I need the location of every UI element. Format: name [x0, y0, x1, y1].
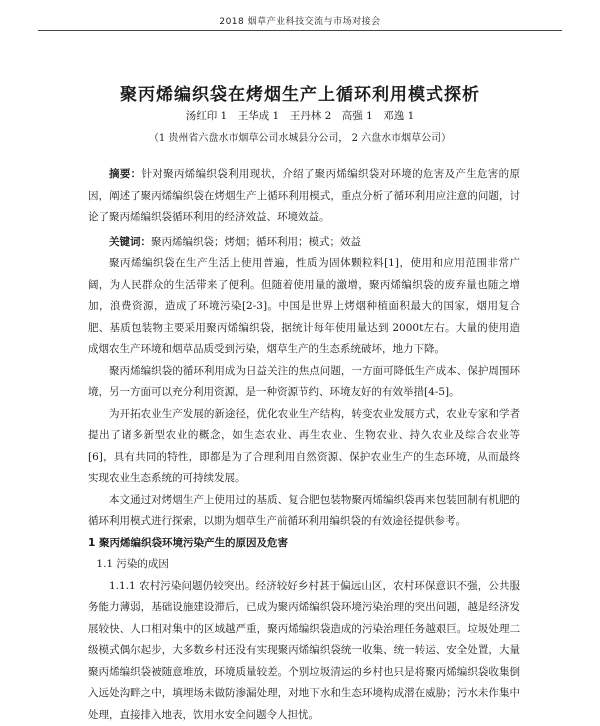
abstract — [88, 164, 520, 229]
section-1-1-1-paragraph: 1.1.1 农村污染问题仍较突出。经济较好乡村甚于偏远山区，农村环保意识不强，公共服务能力薄弱，基础设施建设滞后，已成为聚丙烯编织袋环境污染治理的突出问题，越是经济发展较快、人口相对集中的区域越严重，聚丙烯编织袋造成的污染治理任务越艰巨。垃圾处理二级模式偶尔起步，大多数乡村还没有实现聚丙烯编织袋统一收集、统一转运、安全处置，大量聚丙烯编织袋被随意堆放，环境质量较差。个别垃圾清运的乡村也只是将聚丙烯编织袋收集倒入远处沟畔之中，填埋场未做防渗漏处理，对地下水和生态环境构成潜在威胁；污水未作集中处理，直接排入地表，饮用水安全问题令人担忧。 — [88, 576, 520, 726]
abstract-text: 针对聚丙烯编织袋利用现状，介绍了聚丙烯编织袋对环境的危害及产生危害的原因，阐述了聚丙烯编织袋在烤烟生产上循环利用模式，重点分析了循环利用应注意的问题，讨论了聚丙烯编织袋循环利用的经济效益、环境效益。 — [88, 168, 520, 223]
intro-paragraph-2: 聚丙烯编织袋的循环利用成为日益关注的焦点问题，一方面可降低生产成本、保护周围环境，另一方面可以充分利用资源，是一种资源节约、环境友好的有效举措[4-5]。 — [88, 361, 520, 404]
running-header: 2018 烟草产业科技交流与市场对接会 — [0, 14, 600, 27]
intro-paragraph-4: 本文通过对烤烟生产上使用过的基质、复合肥包装物聚丙烯编织袋再来包装回制有机肥的循环利用模式进行探索，以期为烟草生产前循环利用编织袋的有效途径提供参考。 — [88, 490, 520, 533]
section-1-1-heading: 1.1 污染的成因 — [88, 554, 520, 576]
abstract-label: 摘要： — [109, 168, 141, 180]
intro-paragraph-1: 聚丙烯编织袋在生产生活上使用普遍，性质为固体颗粒料[1]，使用和应用范围非常广阔，为人民群众的生活带来了便利。但随着使用量的激增，聚丙烯编织袋的废弃量也随之增加，浪费资源，造成了环境污染[2-3]。中国是世界上烤烟种植面积最大的国家，烟用复合肥、基质包装物主要采用聚丙烯编织袋，据统计每年使用量达到 2000t左右。大量的使用造成烟农生产环境和烟草品质受到污染，烟草生产的生态系统破坏，地力下降。 — [88, 253, 520, 361]
section-1-heading: 1 聚丙烯编织袋环境污染产生的原因及危害 — [88, 533, 520, 555]
intro-paragraph-3: 为开拓农业生产发展的新途径，优化农业生产结构，转变农业发展方式，农业专家和学者提出了诸多新型农业的概念，如生态农业、再生农业、生物农业、持久农业及综合农业等[6]，具有共同的特性，即都是为了合理利用自然资源、保护农业生产的生态环境，从而最终实现农业生态系统的可持续发展。 — [88, 404, 520, 490]
keywords-text: 聚丙烯编织袋；烤烟；循环利用；模式；效益 — [151, 236, 361, 248]
keywords — [88, 232, 520, 254]
keywords-label: 关键词： — [109, 236, 151, 248]
paper-title: 聚丙烯编织袋在烤烟生产上循环利用模式探析 — [0, 80, 600, 105]
affiliation: （1 贵州省六盘水市烟草公司水城县分公司， 2 六盘水市烟草公司） — [0, 129, 600, 144]
author-list: 汤红印 1 王华成 1 王丹林 2 高强 1 邓逸 1 — [0, 108, 600, 123]
paper-body — [88, 164, 520, 726]
header-divider — [38, 30, 562, 31]
